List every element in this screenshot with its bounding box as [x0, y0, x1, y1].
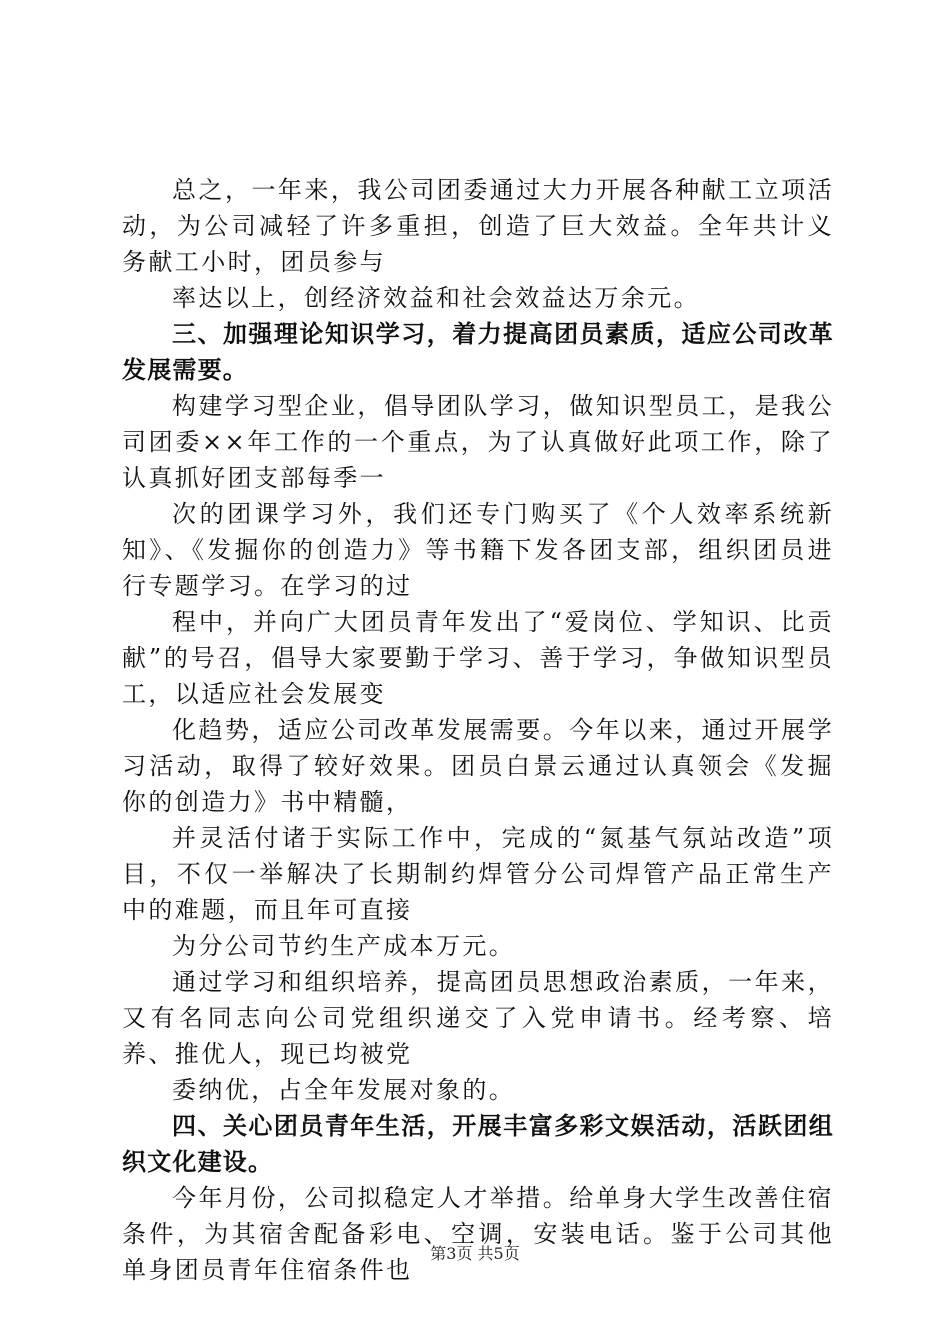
body-paragraph: 构建学习型企业，倡导团队学习，做知识型员工，是我公司团委××年工作的一个重点，为了认真做好此项工作，除了认真抓好团支部每季一	[122, 392, 834, 492]
body-paragraph: 并灵活付诸于实际工作中，完成的“氮基气氛站改造”项目，不仅一举解决了长期制约焊管分公司焊管产品正常生产中的难题，而且年可直接	[122, 824, 834, 924]
section-heading: 四、关心团员青年生活，开展丰富多彩文娱活动，活跃团组织文化建设。	[122, 1112, 834, 1176]
body-paragraph: 率达以上，创经济效益和社会效益达万余元。	[172, 284, 700, 312]
page-number-footer: 第3页 共5页	[430, 1244, 520, 1263]
body-paragraph: 委纳优，占全年发展对象的。	[172, 1076, 516, 1104]
body-paragraph: 次的团课学习外，我们还专门购买了《个人效率系统新知》、《发掘你的创造力》等书籍下发各团支部，组织团员进行专题学习。在学习的过	[122, 500, 834, 600]
body-paragraph: 今年月份，公司拟稳定人才举措。给单身大学生改善住宿条件，为其宿舍配备彩电、空调，安装电话。鉴于公司其他单身团员青年住宿条件也	[122, 1184, 834, 1284]
body-paragraph: 程中，并向广大团员青年发出了“爱岗位、学知识、比贡献”的号召，倡导大家要勤于学习、善于学习，争做知识型员工，以适应社会发展变	[122, 608, 834, 708]
body-paragraph: 总之，一年来，我公司团委通过大力开展各种献工立项活动，为公司减轻了许多重担，创造了巨大效益。全年共计义务献工小时，团员参与	[122, 176, 834, 276]
document-body	[122, 172, 834, 1288]
body-paragraph: 化趋势，适应公司改革发展需要。今年以来，通过开展学习活动，取得了较好效果。团员白景云通过认真领会《发掘你的创造力》书中精髓，	[122, 716, 834, 816]
section-heading: 三、加强理论知识学习，着力提高团员素质，适应公司改革发展需要。	[122, 320, 834, 384]
body-paragraph: 为分公司节约生产成本万元。	[172, 932, 516, 960]
body-paragraph: 通过学习和组织培养，提高团员思想政治素质，一年来，又有名同志向公司党组织递交了入党申请书。经考察、培养、推优人，现已均被党	[122, 968, 834, 1068]
